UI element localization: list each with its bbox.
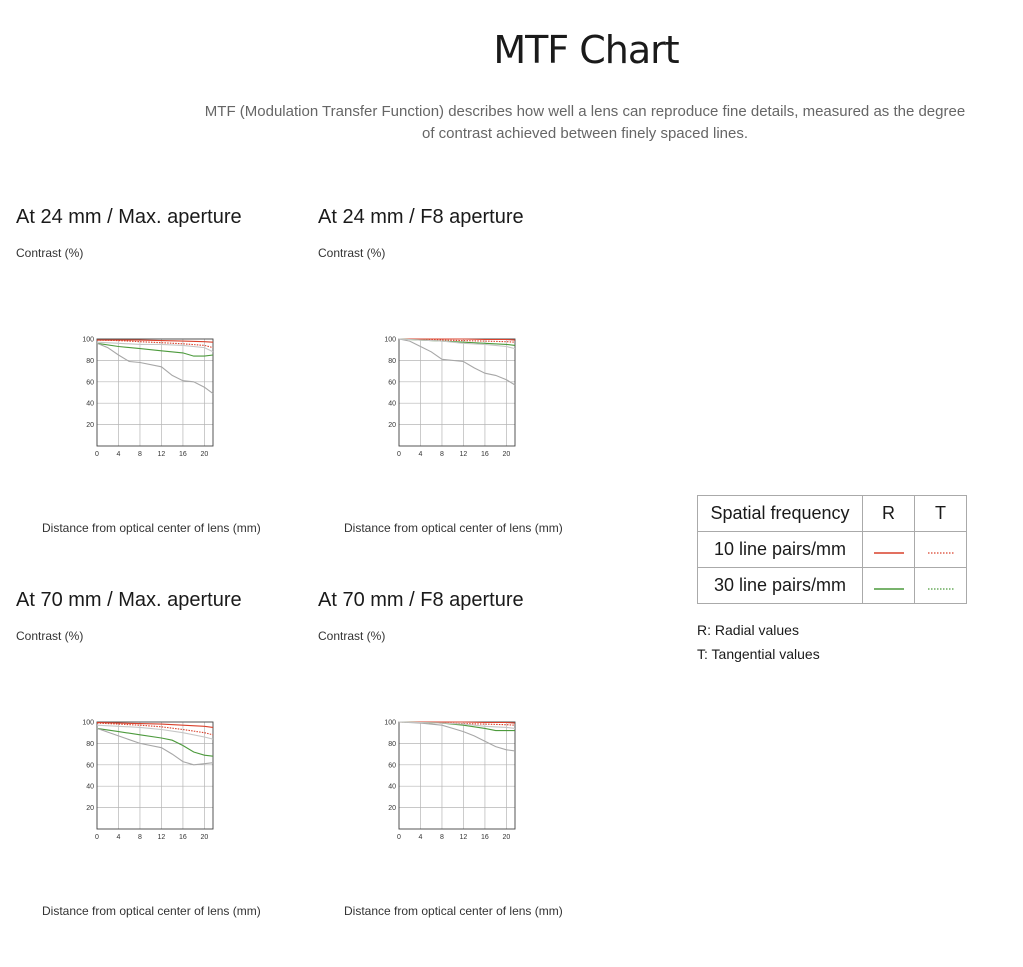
- y-axis-label: Contrast (%): [318, 246, 386, 260]
- mtf-panel-70mm-max: [16, 589, 306, 954]
- mtf-panel-70mm-f8: [318, 589, 608, 954]
- x-tick-label: 4: [418, 451, 423, 456]
- y-tick-label: 20: [86, 422, 94, 430]
- x-tick-label: 12: [459, 834, 468, 839]
- legend-note-tangential: T: Tangential values: [697, 646, 820, 662]
- x-tick-label: 16: [481, 834, 489, 839]
- legend-note-radial: R: Radial values: [697, 622, 799, 638]
- x-tick-label: 4: [418, 834, 423, 839]
- mtf-panel-24mm-f8: [318, 206, 608, 571]
- legend-swatch-green-dotted: [915, 568, 967, 604]
- x-axis-label: Distance from optical center of lens (mm): [42, 904, 261, 918]
- y-tick-label: 40: [86, 783, 94, 791]
- page-description: MTF (Modulation Transfer Function) describes how well a lens can reproduce fine details, measured as the degree of contrast achieved between finely spaced lines.: [204, 103, 966, 142]
- x-tick-label: 20: [200, 834, 209, 839]
- x-tick-label: 12: [157, 451, 166, 456]
- x-tick-label: 8: [138, 834, 142, 839]
- x-axis-label: Distance from optical center of lens (mm): [344, 521, 563, 535]
- legend-table: [697, 495, 967, 604]
- x-tick-label: 16: [481, 451, 489, 456]
- x-tick-label: 4: [116, 451, 121, 456]
- x-tick-label: 0: [397, 451, 401, 456]
- legend: [697, 495, 967, 666]
- legend-swatch-green-solid: [863, 568, 915, 604]
- x-axis-label: Distance from optical center of lens (mm): [42, 521, 261, 535]
- y-tick-label: 60: [86, 379, 94, 387]
- legend-header: Spatial frequency: [698, 496, 863, 532]
- x-tick-label: 16: [179, 834, 187, 839]
- y-tick-label: 100: [384, 719, 396, 727]
- y-tick-label: 20: [86, 805, 94, 813]
- y-tick-label: 40: [388, 400, 396, 408]
- mtf-chart: [76, 321, 226, 456]
- y-tick-label: 60: [388, 379, 396, 387]
- legend-swatch-red-dotted: [915, 532, 967, 568]
- page-title: MTF Chart: [493, 28, 679, 72]
- x-tick-label: 16: [179, 451, 187, 456]
- y-tick-label: 60: [388, 762, 396, 770]
- legend-row-30lp: 30 line pairs/mm: [698, 568, 863, 604]
- y-axis-label: Contrast (%): [318, 629, 386, 643]
- y-tick-label: 80: [86, 740, 94, 748]
- y-tick-label: 100: [384, 336, 396, 344]
- x-tick-label: 0: [95, 834, 99, 839]
- mtf-chart: [378, 704, 528, 839]
- panel-title: At 24 mm / F8 aperture: [318, 206, 524, 228]
- series-line: [97, 728, 213, 764]
- x-tick-label: 20: [502, 451, 511, 456]
- x-axis-label: Distance from optical center of lens (mm): [344, 904, 563, 918]
- x-tick-label: 8: [138, 451, 142, 456]
- y-tick-label: 80: [388, 357, 396, 365]
- x-tick-label: 8: [440, 834, 444, 839]
- y-tick-label: 100: [82, 336, 94, 344]
- series-line: [97, 343, 213, 356]
- x-tick-label: 8: [440, 451, 444, 456]
- plot-frame: [97, 339, 213, 446]
- mtf-panel-24mm-max: [16, 206, 306, 571]
- series-line: [97, 343, 213, 393]
- legend-row-10lp: 10 line pairs/mm: [698, 532, 863, 568]
- x-tick-label: 0: [397, 834, 401, 839]
- panel-title: At 70 mm / F8 aperture: [318, 589, 524, 611]
- y-tick-label: 40: [86, 400, 94, 408]
- y-axis-label: Contrast (%): [16, 629, 84, 643]
- legend-col-t: T: [915, 496, 967, 532]
- legend-swatch-red-solid: [863, 532, 915, 568]
- mtf-chart: [378, 321, 528, 456]
- y-tick-label: 60: [86, 762, 94, 770]
- y-tick-label: 20: [388, 805, 396, 813]
- x-tick-label: 4: [116, 834, 121, 839]
- y-tick-label: 20: [388, 422, 396, 430]
- series-line: [399, 722, 515, 751]
- y-tick-label: 100: [82, 719, 94, 727]
- series-line: [97, 728, 213, 756]
- plot-frame: [97, 722, 213, 829]
- y-axis-label: Contrast (%): [16, 246, 84, 260]
- y-tick-label: 40: [388, 783, 396, 791]
- x-tick-label: 12: [459, 451, 468, 456]
- plot-frame: [399, 722, 515, 829]
- x-tick-label: 0: [95, 451, 99, 456]
- x-tick-label: 12: [157, 834, 166, 839]
- panel-title: At 70 mm / Max. aperture: [16, 589, 242, 611]
- x-tick-label: 20: [200, 451, 209, 456]
- legend-col-r: R: [863, 496, 915, 532]
- panel-title: At 24 mm / Max. aperture: [16, 206, 242, 228]
- y-tick-label: 80: [388, 740, 396, 748]
- mtf-chart: [76, 704, 226, 839]
- x-tick-label: 20: [502, 834, 511, 839]
- y-tick-label: 80: [86, 357, 94, 365]
- plot-frame: [399, 339, 515, 446]
